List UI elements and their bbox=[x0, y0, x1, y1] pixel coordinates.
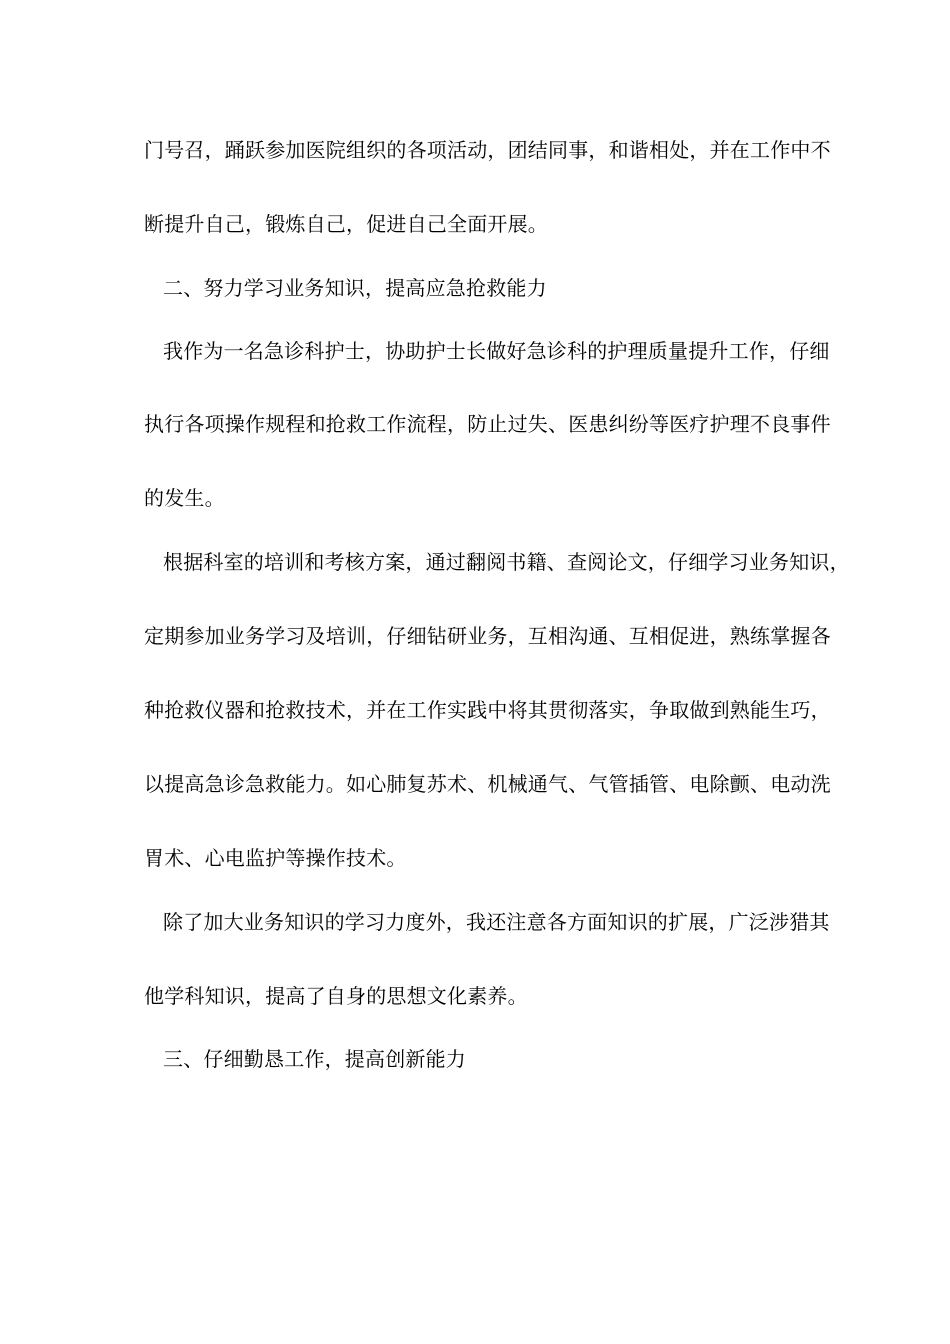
paragraph-line: 种抢救仪器和抢救技术，并在工作实践中将其贯彻落实，争取做到熟能生巧， bbox=[144, 698, 831, 722]
paragraph-line: 定期参加业务学习及培训，仔细钻研业务，互相沟通、互相促进，熟练掌握各 bbox=[144, 624, 831, 648]
paragraph-line: 胃术、心电监护等操作技术。 bbox=[144, 846, 407, 870]
paragraph-line: 断提升自己，锻炼自己，促进自己全面开展。 bbox=[144, 212, 548, 236]
paragraph-line: 根据科室的培训和考核方案，通过翻阅书籍、查阅论文，仔细学习业务知识， bbox=[163, 550, 850, 574]
paragraph-line: 门号召，踊跃参加医院组织的各项活动，团结同事，和谐相处，并在工作中不 bbox=[144, 138, 831, 162]
paragraph-line: 我作为一名急诊科护士，协助护士长做好急诊科的护理质量提升工作，仔细 bbox=[163, 339, 830, 363]
paragraph-line: 的发生。 bbox=[144, 486, 225, 510]
paragraph-line: 他学科知识，提高了自身的思想文化素养。 bbox=[144, 984, 528, 1008]
section-heading: 二、努力学习业务知识，提高应急抢救能力 bbox=[163, 276, 547, 300]
paragraph-line: 除了加大业务知识的学习力度外，我还注意各方面知识的扩展，广泛涉猎其 bbox=[163, 910, 830, 934]
paragraph-line: 执行各项操作规程和抢救工作流程，防止过失、医患纠纷等医疗护理不良事件 bbox=[144, 412, 831, 436]
section-heading: 三、仔细勤恳工作，提高创新能力 bbox=[163, 1047, 466, 1071]
paragraph-line: 以提高急诊急救能力。如心肺复苏术、机械通气、气管插管、电除颤、电动洗 bbox=[144, 772, 831, 796]
